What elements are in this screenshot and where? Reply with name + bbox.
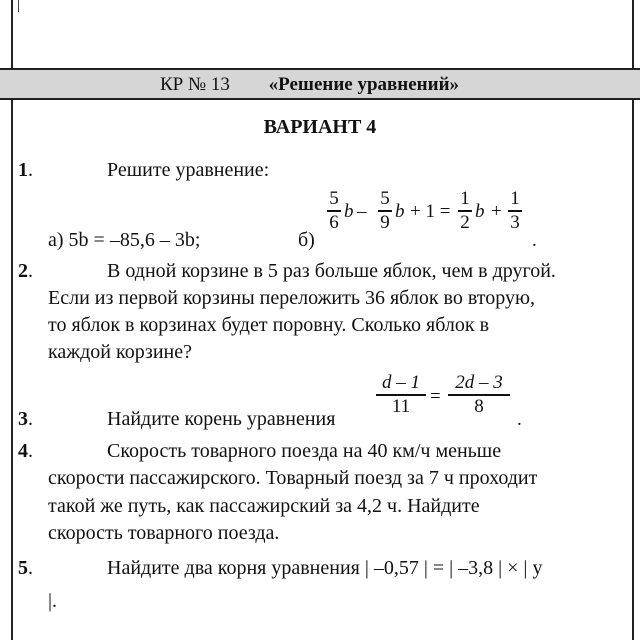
- task-2-line-3: то яблок в корзинах будет поровну. Сколько яблок в: [48, 314, 490, 336]
- task-1-part-a: а) 5b = –85,6 – 3b;: [48, 229, 201, 251]
- fraction-5-9: 5 9: [378, 189, 392, 233]
- task-3-end-period: .: [517, 409, 522, 430]
- task-4-line-4: скорость товарного поезда.: [48, 522, 280, 544]
- fraction-5-6: 5 6: [327, 189, 341, 233]
- task-2-line-2: Если из первой корзины переложить 36 яблок во вторую,: [48, 287, 535, 309]
- task-1-end-period: .: [532, 230, 537, 251]
- task-4-line-2: скорости пассажирского. Товарный поезд за 7 ч проходит: [48, 467, 538, 489]
- worksheet-header: [0, 68, 640, 100]
- task-2-number: 2.: [18, 260, 33, 282]
- fraction-d-minus-1-over-11: d – 1 11: [376, 373, 426, 417]
- equals-sign: =: [430, 386, 441, 407]
- task-1-number: 1.: [18, 159, 33, 181]
- task-5-continuation: |.: [48, 590, 58, 612]
- plus-one-equals: + 1 =: [410, 201, 451, 222]
- task-3-number: 3.: [18, 408, 33, 430]
- fraction-2d-minus-3-over-8: 2d – 3 8: [448, 373, 510, 417]
- variant-title: ВАРИАНТ 4: [263, 116, 377, 138]
- task-4-line-1: Скорость товарного поезда на 40 км/ч меньше: [107, 440, 502, 462]
- task-4-number: 4.: [18, 440, 33, 462]
- task-3-text: Найдите корень уравнения: [107, 408, 336, 430]
- var-b-1: b: [344, 201, 354, 222]
- fraction-1-3: 1 3: [508, 189, 522, 233]
- task-5-number: 5.: [18, 557, 33, 579]
- var-b-2: b: [395, 201, 405, 222]
- top-cell-text-fragment: [18, 0, 19, 12]
- plus-sign: +: [491, 201, 502, 222]
- task-2-line-4: каждой корзине?: [48, 341, 192, 363]
- task-2-line-1: В одной корзине в 5 раз больше яблок, чем в другой.: [107, 260, 556, 282]
- var-b-3: b: [475, 201, 485, 222]
- task-1-part-b-label: б): [298, 229, 315, 251]
- worksheet-code: КР № 13: [160, 74, 230, 95]
- task-5-text: Найдите два корня уравнения | –0,57 | = | –3,8 | × | y: [107, 557, 543, 579]
- task-1-text: Решите уравнение:: [107, 159, 270, 181]
- worksheet-title: «Решение уравнений»: [268, 74, 460, 95]
- minus-sign: –: [357, 201, 367, 222]
- fraction-1-2: 1 2: [458, 189, 472, 233]
- top-cell: [0, 0, 640, 68]
- task-4-line-3: такой же путь, как пассажирский за 4,2 ч. Найдите: [48, 495, 480, 517]
